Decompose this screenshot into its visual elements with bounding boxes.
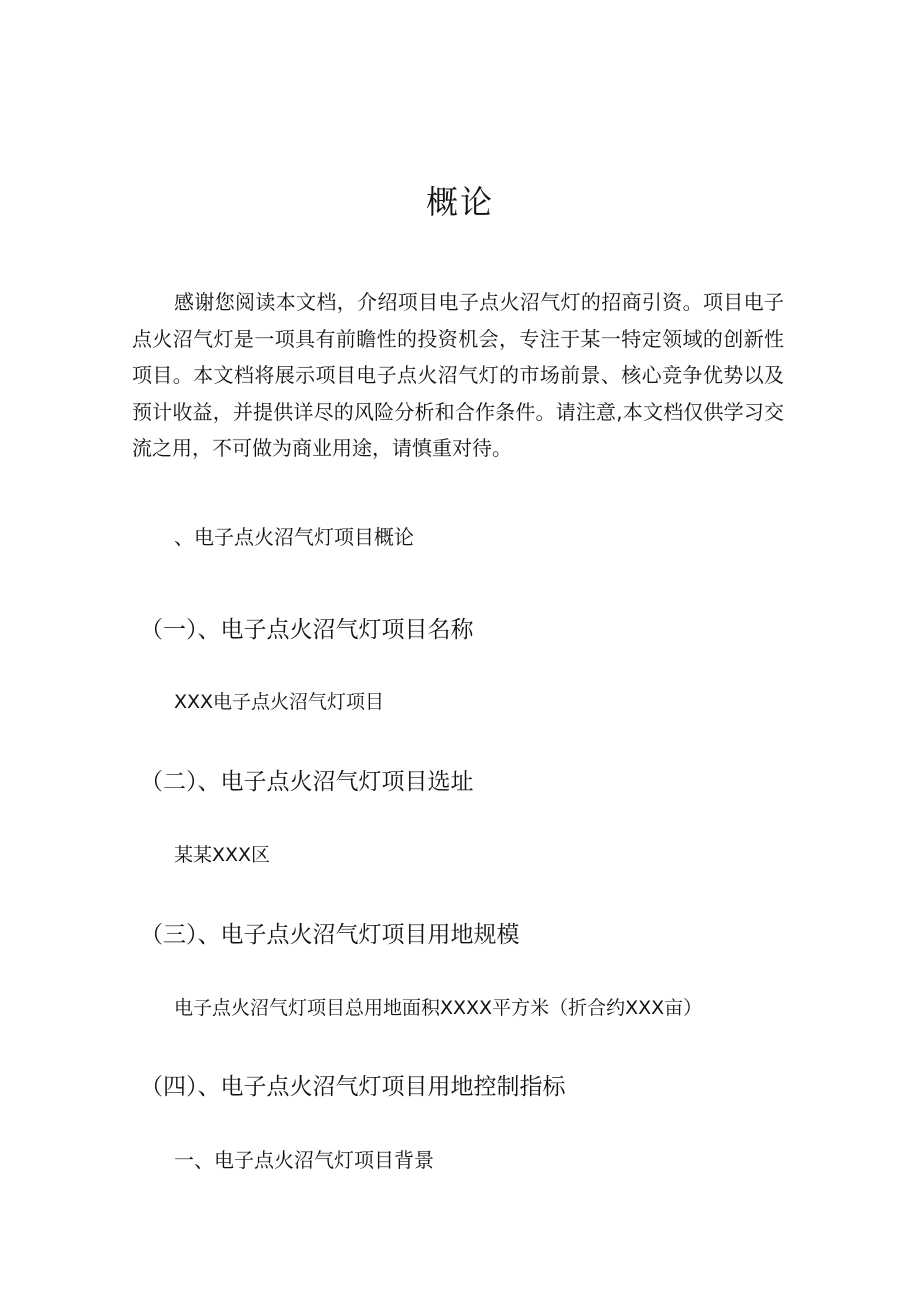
subsection-heading-4: （四）、电子点火沼气灯项目用地控制指标 xyxy=(140,1074,566,1100)
next-section-heading: 一、电子点火沼气灯项目背景 xyxy=(174,1148,434,1172)
subsection-heading-2: （二）、电子点火沼气灯项目选址 xyxy=(140,769,474,795)
subsection-heading-3: （三）、电子点火沼气灯项目用地规模 xyxy=(140,922,520,948)
page-title: 概论 xyxy=(425,183,494,221)
subsection-content-3: 电子点火沼气灯项目总用地面积XXXX平方米（折合约XXX亩） xyxy=(174,997,703,1019)
subsection-heading-1: （一）、电子点火沼气灯项目名称 xyxy=(140,617,474,643)
intro-paragraph: 感谢您阅读本文档，介绍项目电子点火沼气灯的招商引资。项目电子点火沼气灯是一项具有前瞻性的投资机会，专注于某一特定领域的创新性项目。本文档将展示项目电子点火沼气灯的市场前景、核心竞争优势以及预计收益，并提供详尽的风险分析和合作条件。请注意,本文档仅供学习交流之用，不可做为商业用途，请慎重对待。 xyxy=(132,290,784,460)
subsection-content-2: 某某XXX区 xyxy=(174,844,271,866)
section-heading: 、电子点火沼气灯项目概论 xyxy=(174,525,414,549)
subsection-content-1: XXX电子点火沼气灯项目 xyxy=(174,691,385,713)
